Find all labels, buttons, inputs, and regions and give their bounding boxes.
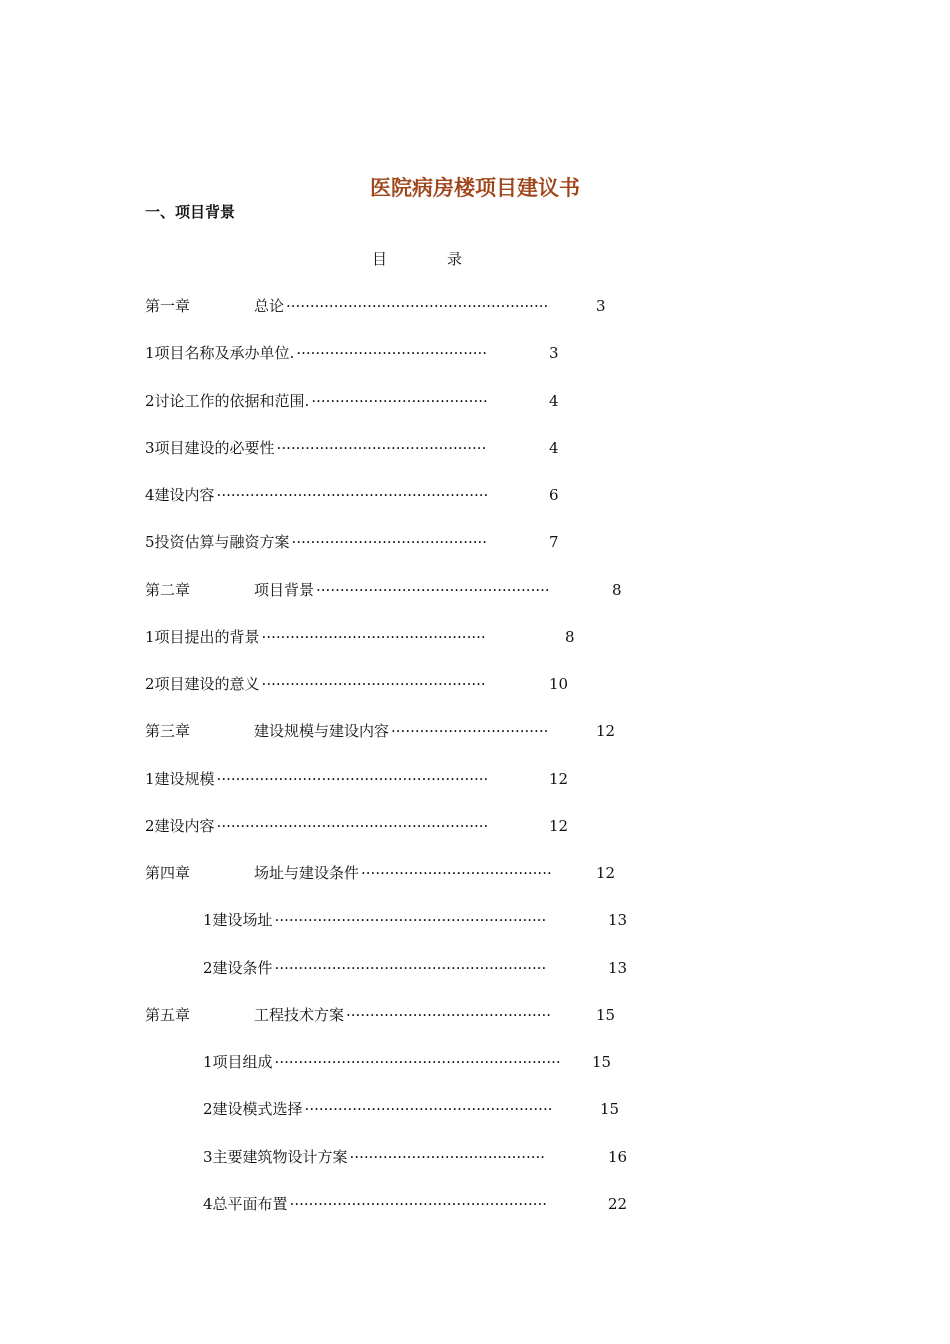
toc-entry-label: 1项目组成 xyxy=(203,1053,273,1071)
toc-page-number: 16 xyxy=(608,1147,628,1166)
toc-page-number: 3 xyxy=(596,297,606,315)
toc-entry-label: 建设规模与建设内容 xyxy=(254,722,390,741)
toc-page-number: 6 xyxy=(549,486,559,504)
toc-leader-dots: ································· xyxy=(391,722,549,741)
toc-leader-dots: ··············································· xyxy=(261,627,486,646)
toc-leader-dots: ······················································ xyxy=(289,1194,548,1213)
toc-page-number: 8 xyxy=(565,627,575,646)
toc-leader-dots: ········································· xyxy=(349,1147,546,1166)
toc-entry-row xyxy=(0,1098,950,1120)
toc-entry-row xyxy=(0,815,950,837)
toc-entry-row xyxy=(0,1051,950,1073)
document-title: 医院病房楼项目建议书 xyxy=(370,175,580,200)
toc-page-number: 13 xyxy=(608,958,628,977)
toc-entry-row xyxy=(0,768,950,790)
toc-entry-label: 4总平面布置 xyxy=(203,1194,288,1213)
toc-entry-label: 工程技术方案 xyxy=(254,1005,345,1024)
toc-entry-label: 2项目建设的意义 xyxy=(145,675,260,693)
toc-chapter-row xyxy=(0,720,950,742)
toc-entry-label: 2建设条件 xyxy=(203,958,273,977)
toc-entry-label: 2建设模式选择 xyxy=(203,1100,303,1119)
toc-entry-label: 1项目提出的背景 xyxy=(145,627,260,646)
toc-leader-dots: ···························································· xyxy=(274,1053,561,1071)
toc-chapter-number: 第二章 xyxy=(145,580,191,599)
toc-entry-row xyxy=(0,1193,950,1215)
toc-chapter-number: 第三章 xyxy=(145,722,191,741)
toc-page-number: 15 xyxy=(600,1100,620,1119)
toc-leader-dots: ················································· xyxy=(316,580,550,599)
toc-entry-label: 场址与建设条件 xyxy=(254,864,360,882)
toc-page-number: 13 xyxy=(608,911,628,930)
toc-page-number: 22 xyxy=(608,1194,628,1213)
toc-entry-label: 3项目建设的必要性 xyxy=(145,438,275,457)
toc-leader-dots: ························································· xyxy=(216,769,489,788)
toc-leader-dots: ··········································· xyxy=(346,1005,552,1024)
toc-page-number: 4 xyxy=(549,438,559,457)
section-heading: 一、项目背景 xyxy=(145,203,236,221)
toc-entry-row xyxy=(0,531,950,553)
toc-entry-label: 1建设规模 xyxy=(145,769,215,788)
toc-entry-label: 项目背景 xyxy=(254,580,315,599)
toc-heading-left: 目 xyxy=(372,250,388,268)
toc-entry-label: 2讨论工作的依据和范围. xyxy=(145,391,310,410)
toc-page-number: 12 xyxy=(549,769,569,788)
toc-page-number: 12 xyxy=(596,864,616,882)
toc-entry-label: 4建设内容 xyxy=(145,486,215,504)
toc-entry-label: 3主要建筑物设计方案 xyxy=(203,1147,348,1166)
toc-leader-dots: ···················································· xyxy=(304,1100,553,1119)
toc-leader-dots: ······················································· xyxy=(286,297,549,315)
toc-entry-label: 总论 xyxy=(254,297,285,315)
toc-entry-label: 1项目名称及承办单位. xyxy=(145,344,295,363)
toc-page-number: 12 xyxy=(549,816,569,835)
toc-leader-dots: ························································· xyxy=(274,958,547,977)
toc-leader-dots: ············································ xyxy=(276,438,487,457)
toc-entry-label: 5投资估算与融资方案 xyxy=(145,533,290,552)
toc-heading-right: 录 xyxy=(447,250,463,268)
toc-entry-row xyxy=(0,1146,950,1168)
toc-page-number: 7 xyxy=(549,533,559,552)
toc-chapter-row xyxy=(0,579,950,601)
toc-entry-row xyxy=(0,437,950,459)
toc-leader-dots: ························································· xyxy=(216,486,489,504)
toc-page-number: 12 xyxy=(596,722,616,741)
toc-entry-row xyxy=(0,673,950,695)
toc-leader-dots: ········································· xyxy=(291,533,488,552)
toc-entry-row xyxy=(0,626,950,648)
toc-entry-row xyxy=(0,909,950,931)
toc-entry-row xyxy=(0,390,950,412)
toc-page-number: 15 xyxy=(592,1053,612,1071)
toc-leader-dots: ········································ xyxy=(361,864,552,882)
toc-page-number: 4 xyxy=(549,391,559,410)
toc-page-number: 15 xyxy=(596,1005,616,1024)
toc-chapter-number: 第四章 xyxy=(145,864,191,882)
toc-chapter-number: 第五章 xyxy=(145,1005,191,1024)
toc-entry-label: 1建设场址 xyxy=(203,911,273,930)
toc-leader-dots: ························································· xyxy=(274,911,547,930)
toc-chapter-row xyxy=(0,295,950,317)
toc-leader-dots: ························································· xyxy=(216,816,489,835)
toc-chapter-row xyxy=(0,1004,950,1026)
toc-entry-label: 2建设内容 xyxy=(145,816,215,835)
toc-leader-dots: ··············································· xyxy=(261,675,486,693)
toc-page-number: 3 xyxy=(549,344,559,363)
toc-chapter-row xyxy=(0,862,950,884)
toc-entry-row xyxy=(0,342,950,364)
toc-chapter-number: 第一章 xyxy=(145,297,191,315)
toc-page-number: 10 xyxy=(549,675,569,693)
toc-leader-dots: ········································ xyxy=(296,344,488,363)
toc-page-number: 8 xyxy=(612,580,622,599)
toc-entry-row xyxy=(0,957,950,979)
toc-leader-dots: ····································· xyxy=(311,391,488,410)
toc-entry-row xyxy=(0,484,950,506)
